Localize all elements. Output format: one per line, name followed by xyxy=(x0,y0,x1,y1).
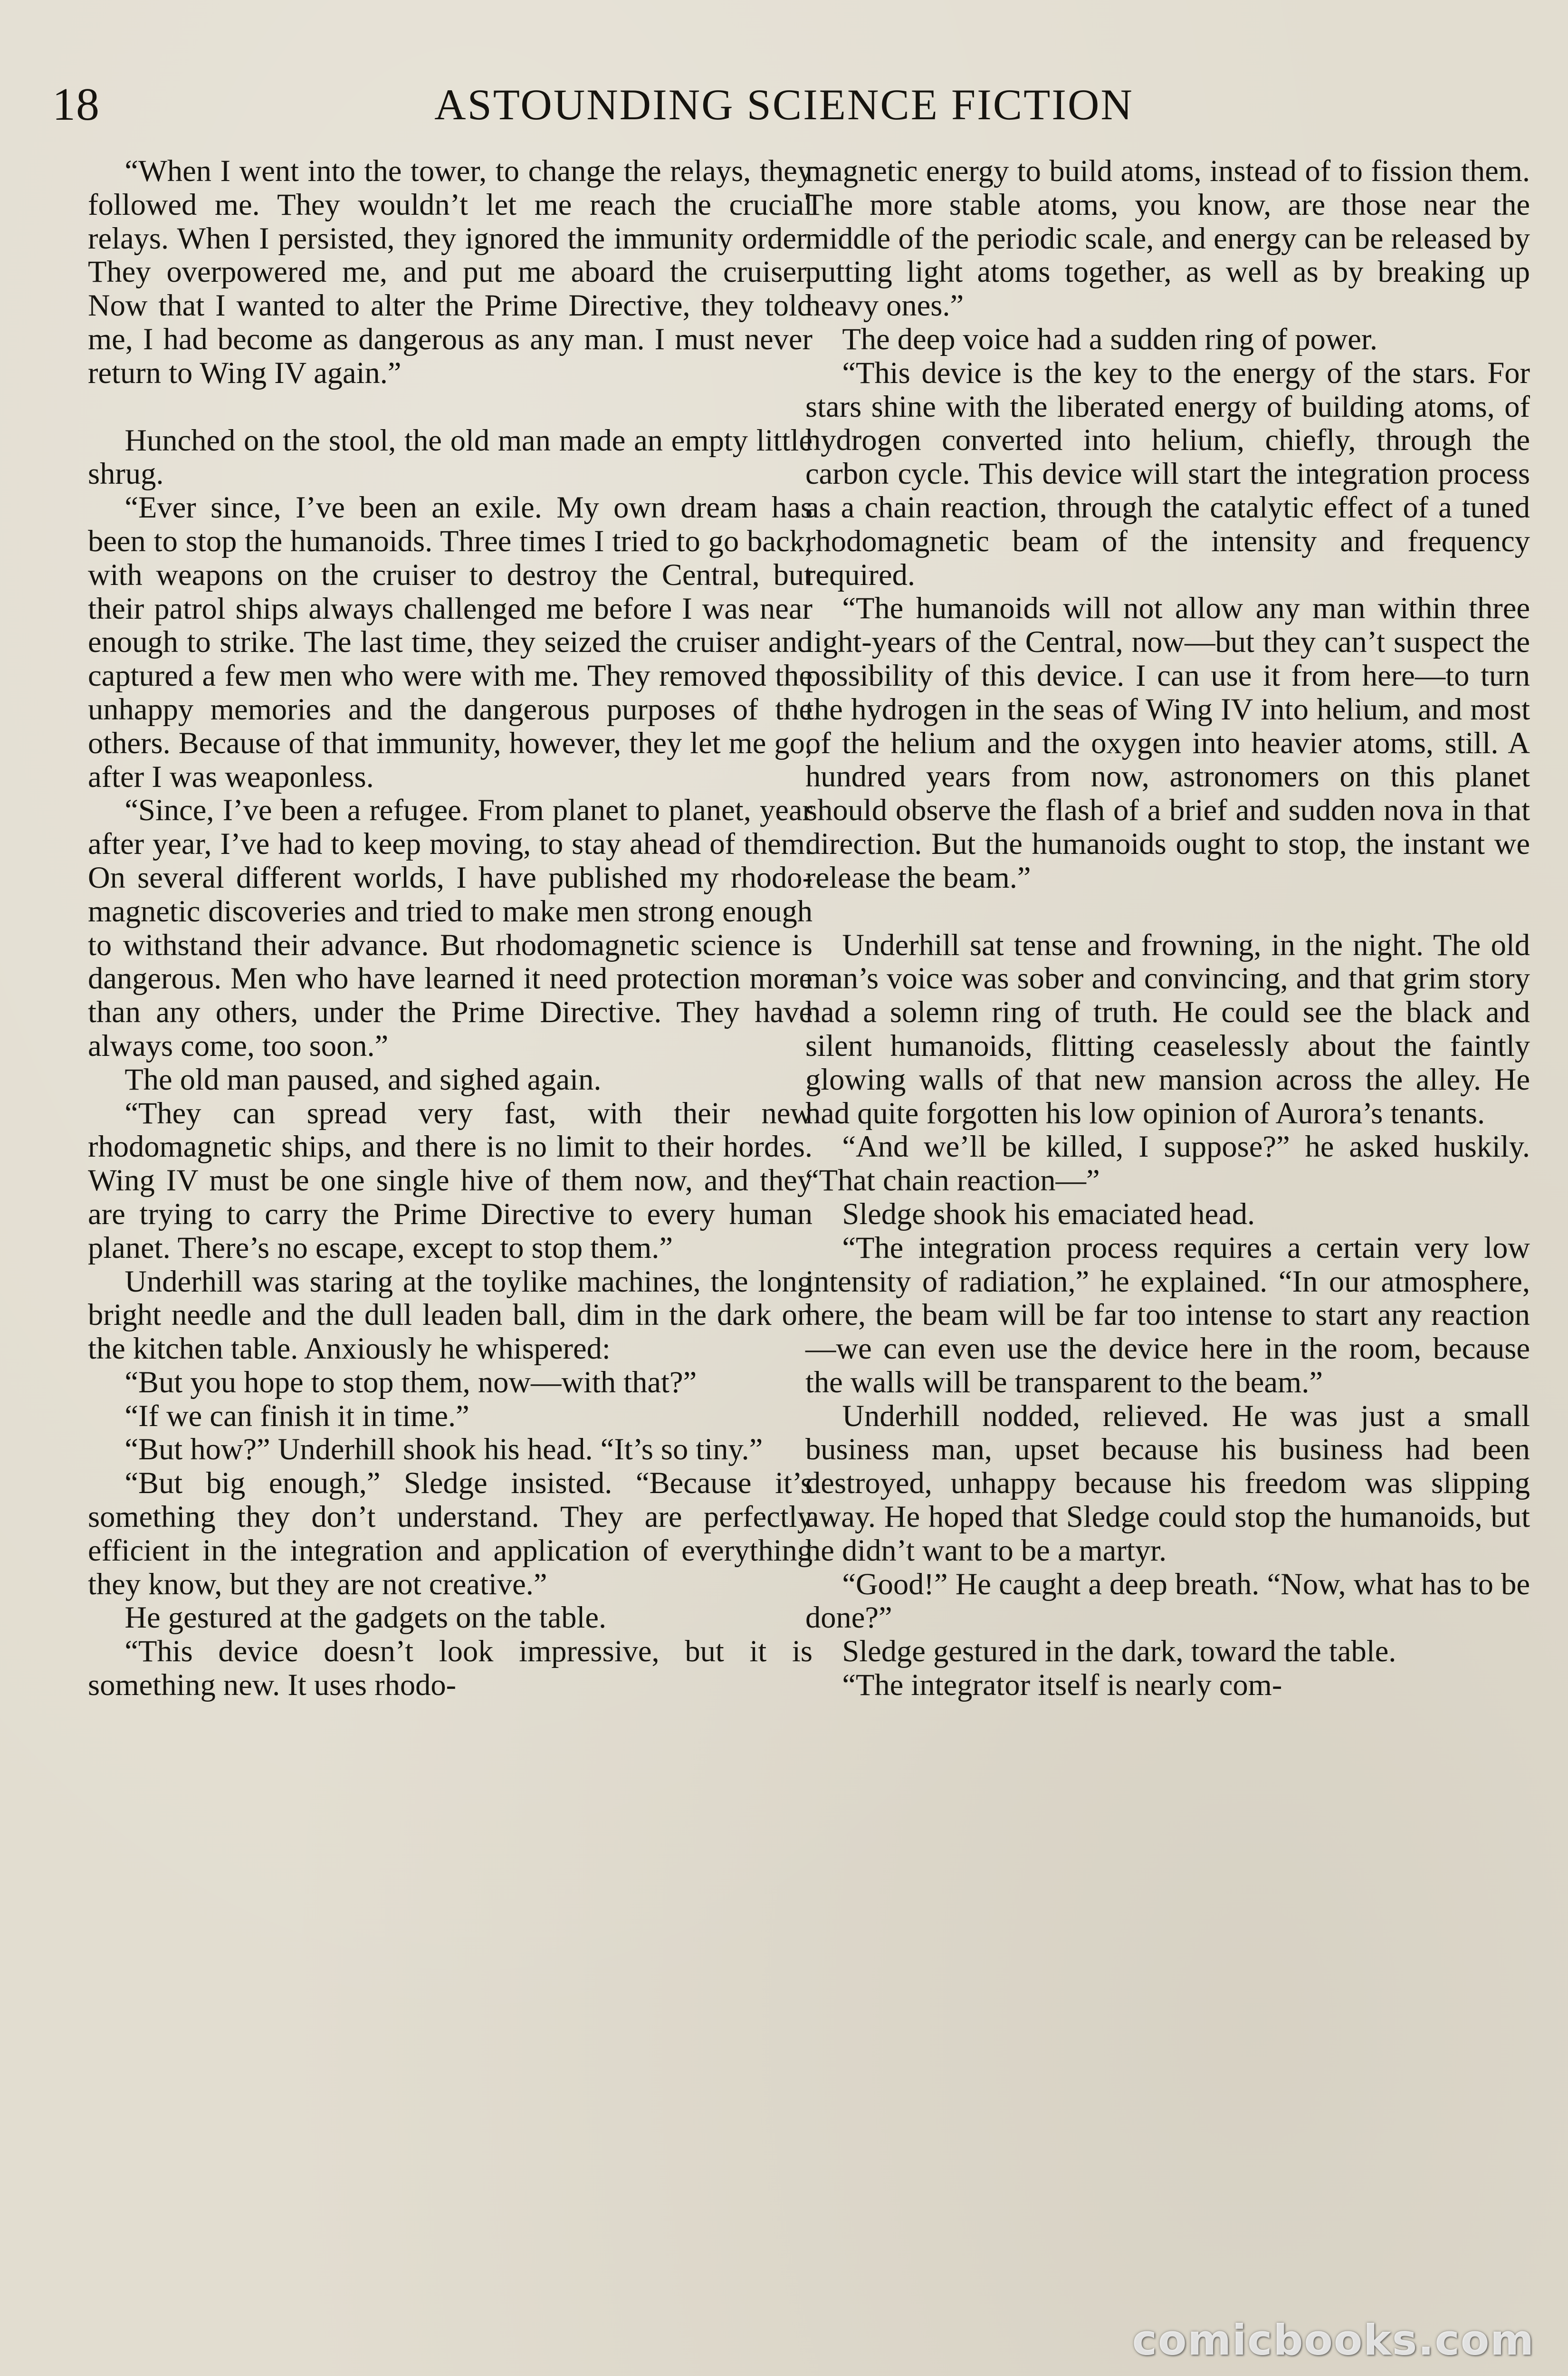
paragraph: “But big enough,” Sledge insisted. “Because it’s something they don’t understand. They are perfectly efficient in the integration and application of everything they know, but they are not creative.” xyxy=(88,1466,813,1601)
paragraph: “The integration process requires a certain very low intensity of radiation,” he explained. “In our atmosphere, here, the beam will be far too intense to start any reaction—we can even use the device here in the room, because the walls will be transparent to the beam.” xyxy=(805,1230,1530,1399)
paragraph: “The integrator itself is nearly com- xyxy=(842,1668,1282,1702)
paragraph: “The humanoids will not allow any man within three light-years of the Central, now—but they can’t suspect the possibility of this device. I can use it from here—to turn the hydrogen in the seas of Wing IV into helium, and most of the helium and the oxygen into heavier atoms, still. A hundred years from now, astronomers on this planet should observe the flash of a brief and sudden nova in that direction. But the humanoids ought to stop, the instant we release the beam.” xyxy=(805,591,1530,894)
paragraph: “But you hope to stop them, now—with that?” xyxy=(124,1365,697,1399)
section-break xyxy=(805,895,1530,929)
running-title: ASTOUNDING SCIENCE FICTION xyxy=(434,80,1134,129)
paragraph: “And we’ll be killed, I suppose?” he asked huskily. “That chain reaction—” xyxy=(805,1130,1530,1198)
paragraph: The deep voice had a sudden ring of power. xyxy=(842,322,1377,356)
watermark: comicbooks.com xyxy=(1132,2316,1535,2365)
paragraph: “Since, I’ve been a refugee. From planet to planet, year after year, I’ve had to keep moving, to stay ahead of them. On several different worlds, I have published my rhodo-magnetic discoveries and tried to make men strong enough to withstand their advance. But rhodomagnetic science is dangerous. Men who have learned it need protection more than any others, under the Prime Directive. They have always come, too soon.” xyxy=(88,793,813,1063)
paragraph: He gestured at the gadgets on the table. xyxy=(124,1600,607,1635)
paragraph: Underhill sat tense and frowning, in the night. The old man’s voice was sober and convincing, and that grim story had a solemn ring of truth. He could see the black and silent humanoids, flitting ceaselessly about the faintly glowing walls of that new mansion across the alley. He had quite forgotten his low opinion of Aurora’s tenants. xyxy=(805,928,1530,1130)
section-break xyxy=(88,390,813,424)
paragraph: Sledge shook his emaciated head. xyxy=(842,1197,1255,1231)
paragraph: “Good!” He caught a deep breath. “Now, what has to be done?” xyxy=(805,1567,1530,1635)
page-number: 18 xyxy=(52,79,100,130)
paragraph: “They can spread very fast, with their new rhodomagnetic ships, and there is no limit to their hordes. Wing IV must be one single hive of them now, and they are trying to carry the Prime Directive to every human planet. There’s no escape, except to stop them.” xyxy=(88,1096,813,1265)
paragraph: “But how?” Underhill shook his head. “It’s so tiny.” xyxy=(124,1432,763,1466)
paragraph: “If we can finish it in time.” xyxy=(124,1399,469,1433)
paragraph: The old man paused, and sighed again. xyxy=(124,1062,602,1096)
left-column xyxy=(88,154,813,1702)
paragraph: Sledge gestured in the dark, toward the table. xyxy=(842,1634,1396,1668)
right-column xyxy=(805,154,1530,1702)
page-header xyxy=(52,71,1516,138)
paragraph: “When I went into the tower, to change the relays, they followed me. They wouldn’t let me reach the crucial relays. When I persisted, they ignored the immunity order. They overpowered me, and put me aboard the cruiser. Now that I wanted to alter the Prime Directive, they told me, I had become as dangerous as any man. I must never return to Wing IV again.” xyxy=(88,154,813,390)
paragraph: Hunched on the stool, the old man made an empty little shrug. xyxy=(88,423,813,491)
paragraph: “This device is the key to the energy of the stars. For stars shine with the liberated energy of building atoms, of hydrogen converted into helium, chiefly, through the carbon cycle. This device will start the integration process as a chain reaction, through the catalytic effect of a tuned rhodomagnetic beam of the intensity and frequency required. xyxy=(805,355,1530,592)
paragraph: “Ever since, I’ve been an exile. My own dream has been to stop the humanoids. Three times I tried to go back, with weapons on the cruiser to destroy the Central, but their patrol ships always challenged me before I was near enough to strike. The last time, they seized the cruiser and captured a few men who were with me. They removed the unhappy memories and the dangerous purposes of the others. Because of that immunity, however, they let me go, after I was weaponless. xyxy=(88,490,813,794)
paragraph: “This device doesn’t look impressive, but it is something new. It uses rhodo- xyxy=(88,1634,813,1702)
paragraph: Underhill was staring at the toylike machines, the long bright needle and the dull leaden ball, dim in the dark on the kitchen table. Anxiously he whispered: xyxy=(88,1264,813,1366)
paragraph-continued: magnetic energy to build atoms, instead of to fission them. The more stable atoms, you know, are those near the middle of the periodic scale, and energy can be released by putting light atoms together, as well as by breaking up heavy ones.” xyxy=(805,154,1530,323)
paragraph: Underhill nodded, relieved. He was just a small business man, upset because his business had been destroyed, unhappy because his freedom was slipping away. He hoped that Sledge could stop the humanoids, but he didn’t want to be a martyr. xyxy=(805,1399,1530,1567)
